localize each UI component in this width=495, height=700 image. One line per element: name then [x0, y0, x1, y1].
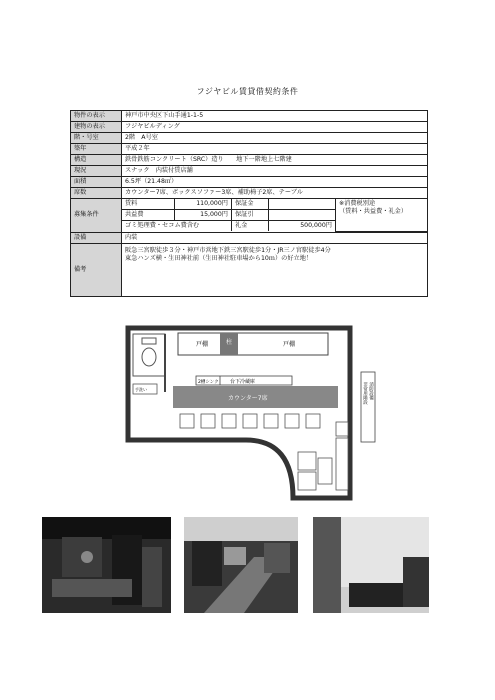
floor-plan	[118, 322, 378, 502]
stool	[264, 414, 278, 428]
sink-label: 2槽シンク	[198, 380, 219, 385]
table-row	[71, 166, 428, 177]
row-value: カウンター7席、ボックスソファー3席、補助椅子2席、テーブル	[122, 188, 428, 199]
table-row	[71, 177, 428, 188]
row-label: 建物の表示	[71, 122, 122, 133]
conditions-label: 募集条件	[71, 199, 122, 233]
table-row	[71, 133, 428, 144]
common-fee-value: 15,000円	[175, 210, 232, 221]
row-label: 築年	[71, 144, 122, 155]
row-label: 現況	[71, 166, 122, 177]
table-row	[71, 111, 428, 122]
row-label: 席数	[71, 188, 122, 199]
closet-left-label: 戸棚	[196, 341, 209, 348]
notes-line: 東急ハンズ横・生田神社前（生田神社駐車場から10ｍ）の好立地！	[125, 254, 313, 262]
trash-fee-label: ゴミ処理費・セコム費含む	[122, 221, 232, 232]
notes-row	[71, 243, 428, 296]
corridor-label-2: 消防設備	[368, 382, 374, 400]
table-row	[71, 188, 428, 199]
row-value: 6.5坪（21.48㎡）	[122, 177, 428, 188]
table-row	[71, 122, 428, 133]
spec-table	[70, 110, 428, 297]
row-label: 面積	[71, 177, 122, 188]
photo-interior-3	[313, 517, 429, 613]
pillar-label: 柱	[226, 339, 233, 346]
row-value: フジヤビルディング	[122, 122, 428, 133]
key-money-value: 500,000円	[269, 221, 336, 232]
page-title: フジヤビル賃貸借契約条件	[196, 87, 299, 96]
fridge-label: 台下冷蔵庫	[230, 379, 256, 385]
stool	[243, 414, 257, 428]
rent-label: 賃料	[122, 199, 175, 210]
conditions-row	[71, 199, 428, 233]
row-label: 構造	[71, 155, 122, 166]
deposit-value	[269, 199, 336, 210]
deposit-label: 保証金	[232, 199, 269, 210]
notes-label: 備考	[71, 243, 122, 296]
guarantee-value	[269, 210, 336, 221]
rent-value: 110,000円	[175, 199, 232, 210]
common-fee-label: 共益費	[122, 210, 175, 221]
photo-interior-2	[184, 517, 298, 613]
guarantee-label: 保証引	[232, 210, 269, 221]
key-money-label: 礼金	[232, 221, 269, 232]
counter-stools	[180, 414, 320, 428]
stool	[201, 414, 215, 428]
row-label: 階・号室	[71, 133, 122, 144]
counter-label: カウンター7席	[228, 395, 268, 402]
toilet-icon	[142, 348, 156, 366]
table-row	[71, 232, 428, 243]
table-row	[71, 144, 428, 155]
row-value: スナック 内装付賃店舗	[122, 166, 428, 177]
stool	[306, 414, 320, 428]
corridor-label: 非常用階段	[362, 382, 368, 405]
row-value: 平成２年	[122, 144, 428, 155]
conditions-table	[122, 199, 427, 232]
stool	[180, 414, 194, 428]
closet-right-label: 戸棚	[283, 341, 296, 348]
row-label: 設備	[71, 232, 122, 243]
table-row	[71, 155, 428, 166]
row-value: 内装	[122, 232, 428, 243]
photo-interior-1	[42, 517, 171, 613]
handwash-label: 手洗い	[135, 387, 147, 392]
row-value: 鉄骨鉄筋コンクリート（SRC）造り 地下一階地上七階建	[122, 155, 428, 166]
tax-note-detail: （賃料・共益費・礼金）	[339, 208, 408, 215]
stool	[285, 414, 299, 428]
notes-line: 阪急三宮駅徒歩３分・神戸市営地下鉄三宮駅徒歩1分・JR三ノ宮駅徒歩4分	[125, 246, 331, 254]
row-value: 神戸市中央区下山手通1-1-5	[122, 111, 428, 122]
row-value: 2階 A号室	[122, 133, 428, 144]
stool	[222, 414, 236, 428]
tax-note: ※消費税別途	[339, 200, 376, 207]
row-label: 物件の表示	[71, 111, 122, 122]
